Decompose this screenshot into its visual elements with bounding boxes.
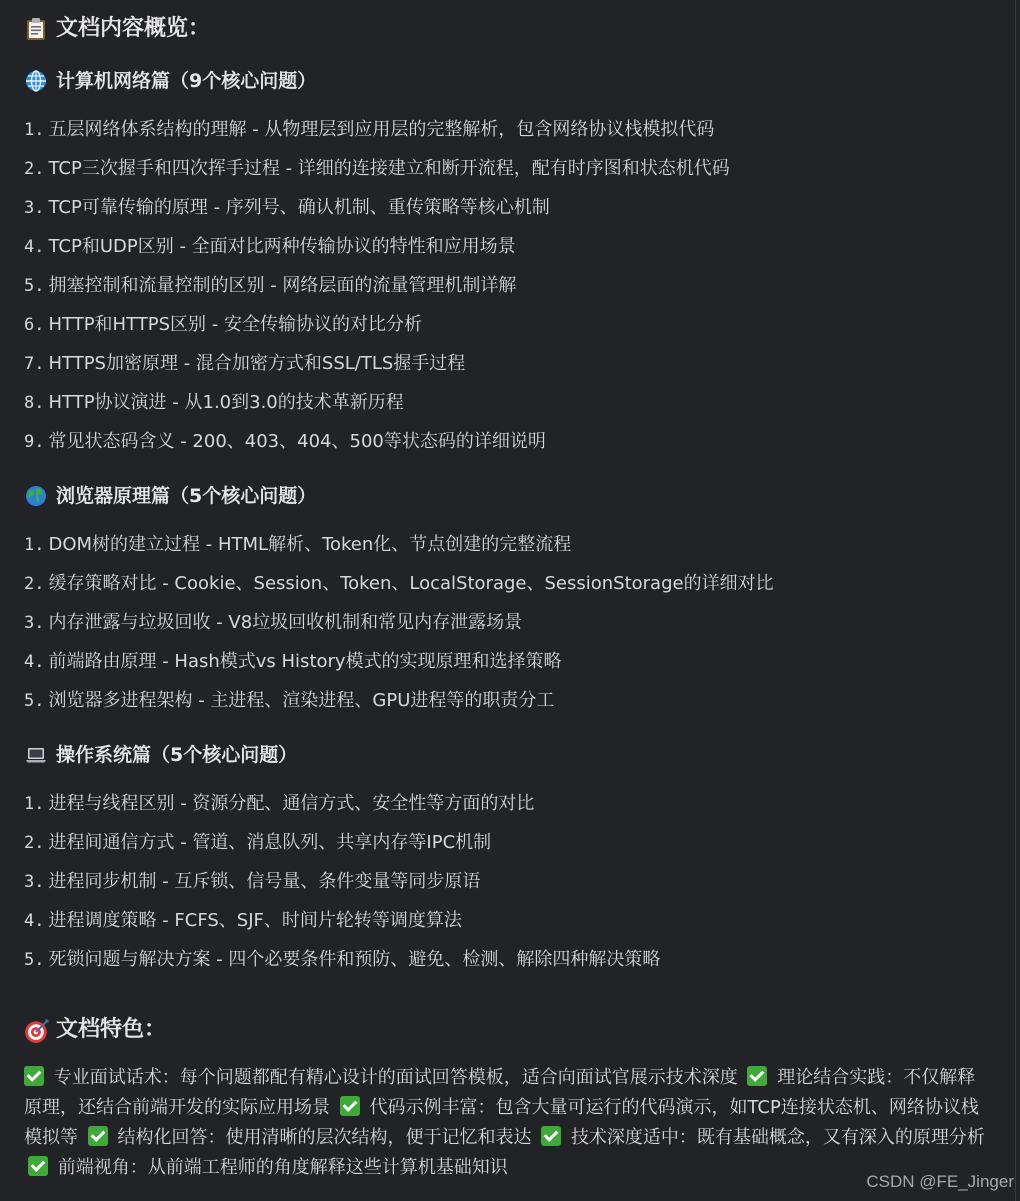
- item-text: 浏览器多进程架构 - 主进程、渲染进程、GPU进程等的职责分工: [48, 690, 555, 711]
- item-number: 3.: [24, 198, 45, 218]
- check-mark-icon: [24, 1066, 44, 1086]
- check-mark-icon: [88, 1126, 108, 1146]
- laptop-icon: [24, 743, 48, 767]
- item-number: 6.: [24, 315, 45, 335]
- item-text: HTTPS加密原理 - 混合加密方式和SSL/TLS握手过程: [48, 353, 466, 374]
- list-item: [24, 940, 1002, 979]
- item-number: 8.: [24, 393, 45, 413]
- item-number: 1.: [24, 535, 45, 555]
- item-text: 进程同步机制 - 互斥锁、信号量、条件变量等同步原语: [48, 871, 481, 892]
- list-item: [24, 110, 1002, 149]
- item-text: TCP和UDP区别 - 全面对比两种传输协议的特性和应用场景: [48, 236, 516, 257]
- item-text: DOM树的建立过程 - HTML解析、Token化、节点创建的完整流程: [48, 534, 572, 555]
- item-text: 死锁问题与解决方案 - 四个必要条件和预防、避免、检测、解除四种解决策略: [48, 949, 661, 970]
- list-item: [24, 149, 1002, 188]
- list-item: [24, 823, 1002, 862]
- item-text: 进程间通信方式 - 管道、消息队列、共享内存等IPC机制: [48, 832, 492, 853]
- item-text: 前端路由原理 - Hash模式vs History模式的实现原理和选择策略: [48, 651, 562, 672]
- item-text: HTTP协议演进 - 从1.0到3.0的技术革新历程: [48, 392, 404, 413]
- check-mark-icon: [747, 1066, 767, 1086]
- item-text: 五层网络体系结构的理解 - 从物理层到应用层的完整解析，包含网络协议栈模拟代码: [48, 119, 715, 140]
- feature-text: 理论结合实践：不仅解释原理，还结合前端开发的实际应用场景: [24, 1067, 976, 1118]
- item-number: 2.: [24, 574, 45, 594]
- item-text: 拥塞控制和流量控制的区别 - 网络层面的流量管理机制详解: [48, 275, 517, 296]
- item-number: 2.: [24, 159, 45, 179]
- item-number: 2.: [24, 833, 45, 853]
- list-item: [24, 188, 1002, 227]
- item-number: 3.: [24, 613, 45, 633]
- section-title: 操作系统篇（5个核心问题）: [56, 744, 298, 766]
- feature-text: 专业面试话术：每个问题都配有精心设计的面试回答模板，适合向面试官展示技术深度: [53, 1067, 738, 1088]
- browser-question-list: [24, 525, 1002, 720]
- list-item: [24, 642, 1002, 681]
- item-number: 4.: [24, 237, 45, 257]
- feature-text: 前端视角：从前端工程师的角度解释这些计算机基础知识: [57, 1157, 508, 1178]
- item-number: 1.: [24, 120, 45, 140]
- feature-text: 代码示例丰富：包含大量可运行的代码演示，如TCP连接状态机、网络协议栈模拟等: [24, 1097, 979, 1148]
- list-item: [24, 344, 1002, 383]
- item-text: HTTP和HTTPS区别 - 安全传输协议的对比分析: [48, 314, 422, 335]
- feature-text: 结构化回答：使用清晰的层次结构，便于记忆和表达: [117, 1127, 532, 1148]
- section-heading-browser: [24, 479, 1002, 513]
- item-text: 进程调度策略 - FCFS、SJF、时间片轮转等调度算法: [48, 910, 462, 931]
- item-text: 常见状态码含义 - 200、403、404、500等状态码的详细说明: [48, 431, 546, 452]
- item-number: 5.: [24, 691, 45, 711]
- feature-text: 技术深度适中：既有基础概念，又有深入的原理分析: [570, 1127, 985, 1148]
- item-number: 5.: [24, 276, 45, 296]
- target-icon: [24, 1018, 48, 1042]
- item-text: TCP可靠传输的原理 - 序列号、确认机制、重传策略等核心机制: [48, 197, 550, 218]
- os-question-list: [24, 784, 1002, 979]
- item-number: 4.: [24, 911, 45, 931]
- features-paragraph: [24, 1063, 992, 1183]
- list-item: [24, 603, 1002, 642]
- csdn-watermark: CSDN @FE_Jinger: [866, 1172, 1014, 1191]
- item-text: 内存泄露与垃圾回收 - V8垃圾回收机制和常见内存泄露场景: [48, 612, 523, 633]
- list-item: [24, 525, 1002, 564]
- features-title: 文档特色：: [56, 1017, 167, 1042]
- features-heading: [24, 1001, 1002, 1047]
- check-mark-icon: [340, 1096, 360, 1116]
- section-heading-network: [24, 64, 1002, 98]
- item-number: 5.: [24, 950, 45, 970]
- section-title: 计算机网络篇（9个核心问题）: [56, 70, 317, 92]
- globe-grid-icon: [24, 69, 48, 93]
- overview-heading: [24, 0, 1002, 46]
- list-item: [24, 901, 1002, 940]
- list-item: [24, 383, 1002, 422]
- item-text: TCP三次握手和四次挥手过程 - 详细的连接建立和断开流程，配有时序图和状态机代码: [48, 158, 730, 179]
- list-item: [24, 681, 1002, 720]
- section-title: 浏览器原理篇（5个核心问题）: [56, 485, 317, 507]
- list-item: [24, 862, 1002, 901]
- network-question-list: [24, 110, 1002, 461]
- item-text: 缓存策略对比 - Cookie、Session、Token、LocalStorage、SessionStorage的详细对比: [48, 573, 774, 594]
- overview-title: 文档内容概览：: [56, 16, 211, 41]
- item-number: 7.: [24, 354, 45, 374]
- item-number: 9.: [24, 432, 45, 452]
- item-number: 3.: [24, 872, 45, 892]
- list-item: [24, 784, 1002, 823]
- list-item: [24, 305, 1002, 344]
- clipboard-icon: [24, 17, 48, 41]
- item-number: 4.: [24, 652, 45, 672]
- check-mark-icon: [541, 1126, 561, 1146]
- item-number: 1.: [24, 794, 45, 814]
- content-right-border: [1015, 0, 1016, 1201]
- item-text: 进程与线程区别 - 资源分配、通信方式、安全性等方面的对比: [48, 793, 535, 814]
- list-item: [24, 266, 1002, 305]
- list-item: [24, 422, 1002, 461]
- earth-icon: [24, 484, 48, 508]
- list-item: [24, 564, 1002, 603]
- check-mark-icon: [28, 1156, 48, 1176]
- section-heading-os: [24, 738, 1002, 772]
- list-item: [24, 227, 1002, 266]
